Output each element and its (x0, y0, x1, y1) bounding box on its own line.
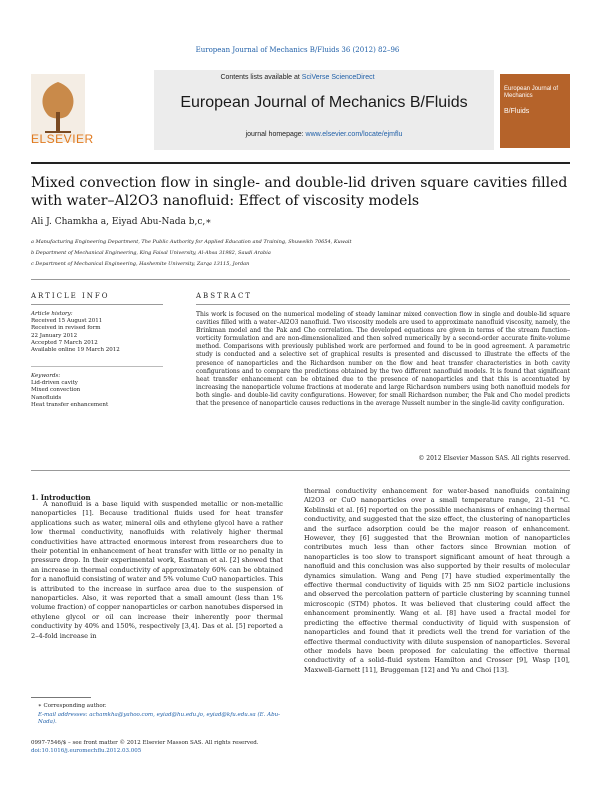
affiliation-b: b Department of Mechanical Engineering, King Faisal University, Al-Ahsa 31982, Saudi Arabia (31, 250, 271, 256)
history-item: Received in revised form (31, 325, 101, 332)
history-item: Received 15 August 2011 (31, 318, 103, 325)
abstract-copyright: © 2012 Elsevier Masson SAS. All rights reserved. (418, 455, 570, 462)
body-column-right: thermal conductivity enhancement for water-based nanofluids containing Al2O3 or CuO nanoparticles over a small temperature range, 21–51 °C. Keblinski et al. [6] reported on the possible mechanisms of enhancing thermal conductivity, and suggested that the size effect, the clustering of nanoparticles and the surface adsorption could be the major reason of enhancement. However, they [6] suggested that the Brownian motion of nanoparticles contributes much less than other factors since Brownian motion of nanoparticles is too slow to transport significant amount of heat through a nanofluid and this conclusion was also supported by their results of molecular dynamics simulation. Wang and Peng [7] have studied experimentally the effective thermal conductivity of liquids with 25 nm SiO2 particle inclusions and observed the percolation pattern of particle clustering by scanning tunnel microscopic (STM) photos. It was believed that clustering could affect the enhancement prominently. Wang et al. [8] have used a fractal model for predicting the effective thermal conductivity of liquid with suspension of nanoparticles and found that it predicts well the trend for variation of the effective thermal conductivity with dilute suspension of nanoparticles. Several other models have been proposed for calculating the effective thermal conductivity of a solid–fluid system Hamilton and Crosser [9], Wasp [10], Maxwell-Garnett [11], Bruggeman [12] and Yu and Choi [13]. (304, 487, 570, 674)
publisher-name: ELSEVIER (31, 132, 94, 146)
contents-prefix: Contents lists available at (220, 74, 302, 81)
author-emails[interactable]: E-mail addresses: achamkha@yahoo.com, eyiad@hu.edu.jo, eyiad@kfu.edu.sa (E. Abu-Nada). (38, 712, 280, 725)
abstract-header: ABSTRACT (196, 292, 253, 300)
footnote-rule (31, 697, 91, 698)
keyword: Nanofluids (31, 394, 62, 401)
body-column-left: A nanofluid is a base liquid with suspended metallic or non-metallic nanoparticles [1]. Because traditional fluids used for heat transfer applications such as water, mineral oils and ethylene glycol have a rather low thermal conductivity, nanofluids with relatively higher thermal conductivities have attracted enormous interest from researchers due to their potential in enhancement of heat transfer with little or no penalty in pressure drop. In their experimental work, Eastman et al. [2] showed that an increase in thermal conductivity of approximately 60% can be obtained for a nanofluid consisting of water and 5% volume CuO nanoparticles. This is attributed to the increase in surface area due to the suspension of nanoparticles. Also, it was reported that a small amount (less than 1% volume fraction) of copper nanoparticles or carbon nanotubes dispersed in ethylene glycol or oil can increase their inherently poor thermal conductivity by 40% and 150%, respectively [3,4]. Das et al. [5] reported a 2–4-fold increase in (31, 500, 283, 640)
homepage-prefix: journal homepage: (245, 131, 306, 138)
homepage-link[interactable]: www.elsevier.com/locate/ejmflu (305, 131, 403, 138)
keywords-rule (31, 366, 163, 367)
article-title: Mixed convection flow in single- and double-lid driven square cavities filled with water–Al2O3 nanofluid: Effect of viscosity models (31, 175, 568, 209)
cover-line2: B/Fluids (504, 108, 530, 115)
abstract-rule (196, 304, 570, 305)
body-rule (31, 470, 570, 471)
history-label: Article history: (31, 311, 73, 317)
cover-line1: European Journal of Mechanics (504, 86, 559, 99)
affiliation-a: a Manufacturing Engineering Department, The Public Authority for Applied Education and Training, Shuweikh 70654, Kuwait (31, 239, 352, 245)
authors: Ali J. Chamkha a, Eiyad Abu-Nada b,c,∗ (31, 217, 212, 227)
article-info-header: ARTICLE INFO (31, 292, 110, 300)
history-item: Accepted 7 March 2012 (31, 339, 98, 346)
sciencedirect-link[interactable]: SciVerse ScienceDirect (301, 74, 375, 81)
journal-title: European Journal of Mechanics B/Fluids (180, 94, 468, 111)
issn-line: 0997-7546/$ – see front matter © 2012 Elsevier Masson SAS. All rights reserved. (31, 740, 259, 746)
abstract-text: This work is focused on the numerical modeling of steady laminar mixed convection flow in single and double-lid square cavities filled with a water–Al2O3 nanofluid. Two viscosity models are used to approximate nanofluid viscosity, namely, the Brinkman model and the Pak and Cho correlation. The developed equations are given in terms of the stream function–vorticity formulation and are non-dimensionalized and then solved numerically by a second-order accurate finite-volume method. Comparisons with previously published work are performed and found to be in good agreement. A parametric study is conducted and a selective set of graphical results is presented and discussed to illustrate the effects of the presence of nanoparticles and the Richardson number on the flow and heat transfer characteristics in both cavity configurations and to compare the predictions obtained by the two different nanofluid models. It is found that significant heat transfer enhancement can be obtained due to the presence of nanoparticles and that this is accentuated by increasing the nanoparticle volume fractions at moderate and large Richardson numbers using both nanofluid models for both single- and double-lid cavity configurations. However, for small Richardson number, the Pak and Cho model predicts that the presence of nanoparticle causes reductions in the average Nusselt number in the single-lid cavity configuration. (196, 311, 570, 408)
doi-link[interactable]: doi:10.1016/j.euromechflu.2012.03.005 (31, 748, 142, 754)
section-heading: 1. Introduction (31, 493, 91, 502)
history-item: Available online 19 March 2012 (31, 347, 120, 354)
article-history (31, 311, 163, 354)
affiliation-c: c Department of Mechanical Engineering, Hashemite University, Zarqa 13115, Jordan (31, 261, 250, 267)
keyword: Heat transfer enhancement (31, 401, 109, 408)
keyword: Mixed convection (31, 387, 81, 394)
info-rule-top (31, 279, 570, 280)
header-rule (31, 162, 570, 164)
homepage-line (154, 131, 494, 138)
history-item: 22 January 2012 (31, 332, 78, 339)
keyword: Lid-driven cavity (31, 380, 78, 387)
running-head[interactable]: European Journal of Mechanics B/Fluids 36 (2012) 82–96 (195, 46, 400, 54)
keywords (31, 373, 163, 409)
info-rule (31, 304, 163, 305)
keywords-label: Keywords: (31, 373, 61, 379)
corresponding-author: ∗ Corresponding author. (38, 703, 107, 709)
